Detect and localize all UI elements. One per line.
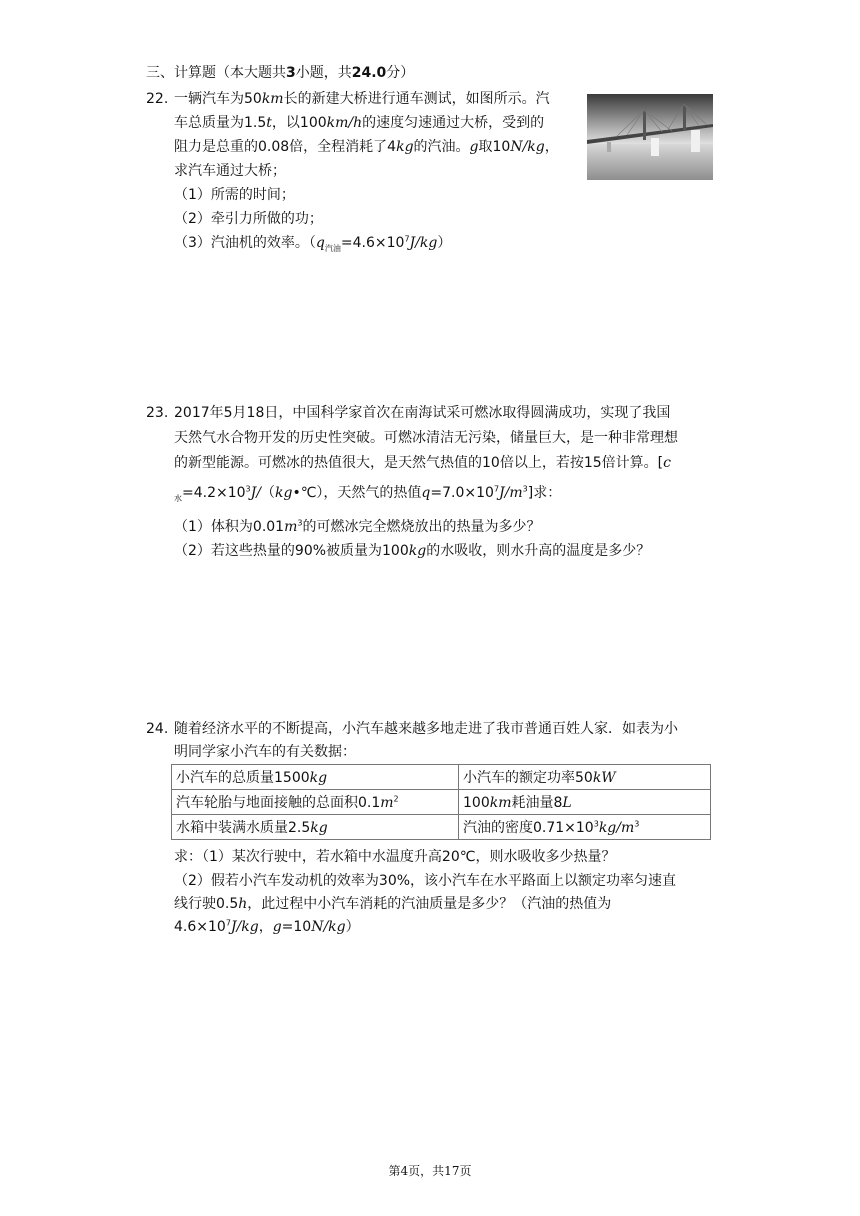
table-row (172, 765, 711, 790)
question-22-line-3: 阻力是总重的0.08倍，全程消耗了4kg的汽油。g取10N/kg， (174, 139, 559, 155)
car-data-table (171, 764, 711, 840)
question-22-sub-3: （3）汽油机的效率。$(q_{汽油}=4.6\times 10^7J/kg)$ (174, 234, 452, 253)
question-23-number: 23. (146, 405, 169, 421)
question-23-line-4: $_水=4.2\times 10^3J/(kg•℃)$，天然气的热值$q=7.0\times 10^7J/m^3$]求： (174, 484, 562, 503)
question-23-line-1: 2017年5月18日，中国科学家首次在南海试采可燃冰取得圆满成功，实现了我国 (174, 405, 671, 421)
section-question-count: 3 (286, 65, 296, 81)
question-22-sub-2: （2）牵引力所做的功； (174, 211, 323, 227)
question-24-number: 24. (146, 721, 169, 737)
question-22-line-4: 求汽车通过大桥； (174, 163, 286, 179)
section-title (146, 63, 414, 83)
question-22-line-2: 车总质量为1.5t，以100km/h的速度匀速通过大桥，受到的 (174, 115, 545, 131)
question-24-sub-2-end: $4.6\times 10^7J/kg$，g=10N/kg） (174, 918, 360, 935)
table-cell: 汽车轮胎与地面接触的总面积$0.1m^2$ (172, 790, 459, 815)
table-cell: 100km耗油量8L (459, 790, 711, 815)
question-23-line-2: 天然气水合物开发的历史性突破。可燃冰清洁无污染，储量巨大，是一种非常理想 (174, 430, 678, 446)
question-24-line-1: 随着经济水平的不断提高，小汽车越来越多地走进了我市普通百姓人家．如表为小 (174, 721, 678, 737)
bridge-photo-image (587, 94, 713, 180)
table-cell: 水箱中装满水质量2.5kg (172, 815, 459, 840)
question-24-sub-2: （2）假若小汽车发动机的效率为30%，该小汽车在水平路面上以额定功率匀速直 (174, 873, 677, 889)
section-title-mid: 小题，共 (295, 65, 352, 81)
section-title-prefix: 三、计算题（本大题共 (146, 65, 286, 81)
table-cell: 小汽车的额定功率50kW (459, 765, 711, 790)
question-23-sub-1: （1）体积为$0.01m^3$的可燃冰完全燃烧放出的热量为多少？ (174, 518, 541, 535)
question-23-line-3: 的新型能源。可燃冰的热值很大，是天然气热值的10倍以上，若按15倍计算。[c (174, 455, 671, 471)
question-22-sub-1: （1）所需的时间； (174, 187, 295, 203)
question-24-sub-2-cont: 线行驶0.5h，此过程中小汽车消耗的汽油质量是多少？（汽油的热值为 (174, 896, 612, 912)
page-footer: 第4页，共17页 (388, 1164, 472, 1178)
table-row (172, 815, 711, 840)
table-cell: 汽油的密度$0.71\times 10^3kg/m^3$ (459, 815, 711, 840)
question-24-sub-1: 求：（1）某次行驶中，若水箱中水温度升高20℃，则水吸收多少热量？ (174, 849, 616, 865)
question-24-line-2: 明同学家小汽车的有关数据： (174, 744, 356, 760)
section-title-suffix: 分） (386, 65, 415, 81)
bridge-photo (587, 94, 713, 180)
section-score: 24.0 (351, 65, 387, 81)
table-row (172, 790, 711, 815)
question-22-number: 22. (146, 91, 169, 107)
table-cell: 小汽车的总质量1500kg (172, 765, 459, 790)
question-22-line-1: 一辆汽车为50km长的新建大桥进行通车测试，如图所示。汽 (174, 91, 550, 107)
question-23-sub-2: （2）若这些热量的90%被质量为100kg的水吸收，则水升高的温度是多少？ (174, 543, 651, 559)
